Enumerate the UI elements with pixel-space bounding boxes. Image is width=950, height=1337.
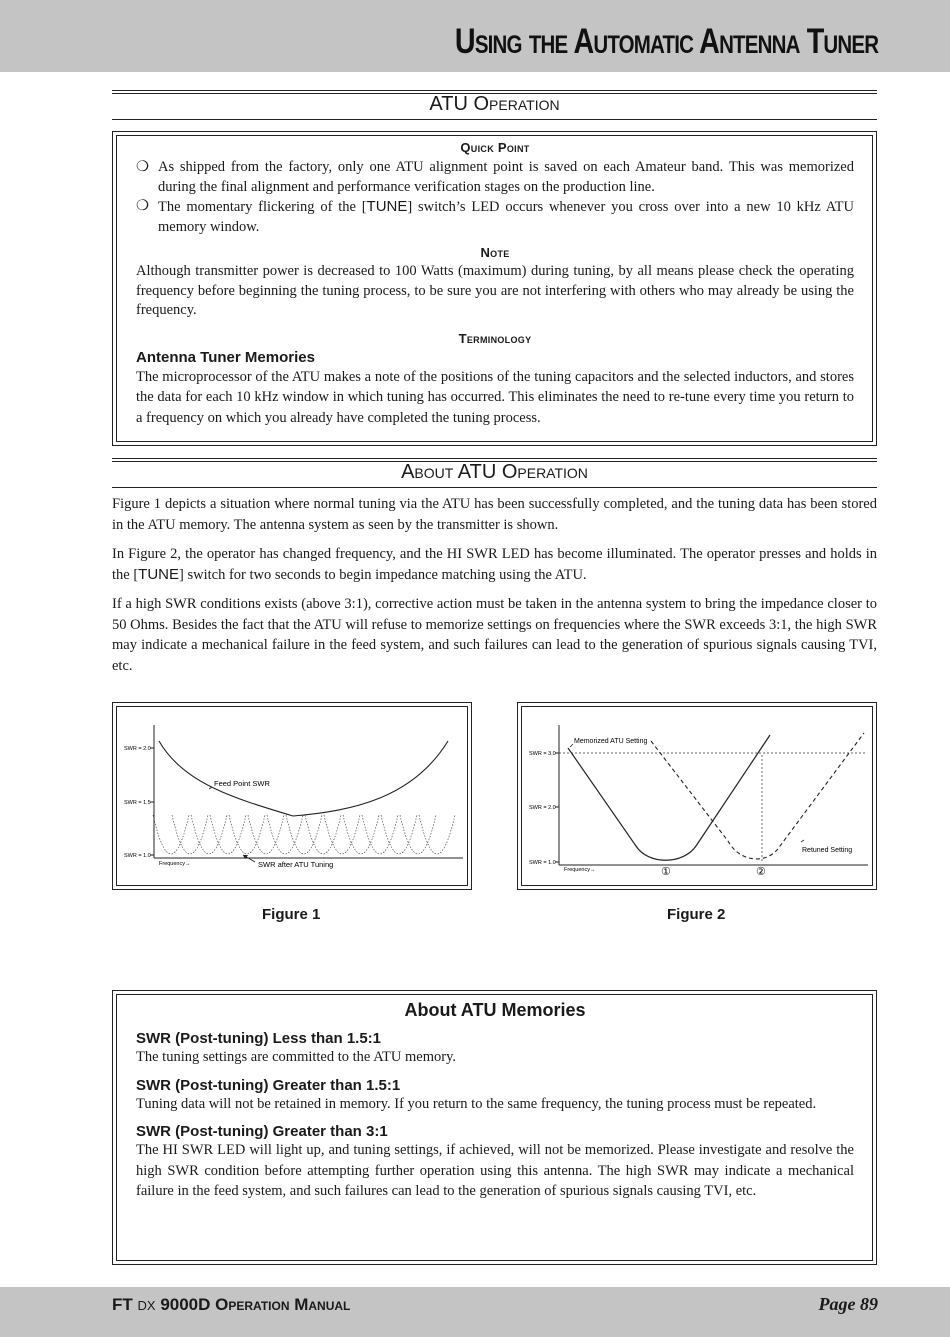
memory-item-heading: SWR (Post-tuning) Less than 1.5:1	[136, 1030, 382, 1047]
swr-after-tuning-curves	[153, 815, 455, 854]
tuning-curve	[343, 815, 379, 854]
y-label-2-0: SWR = 2.0	[529, 805, 556, 811]
terminology-title: Terminology	[458, 330, 532, 346]
quick-point-bullet-2: ❍ The momentary flickering of the [TUNE] switch’s LED occurs whenever you cross over into a new 10 kHz ATU memory window.	[136, 198, 854, 235]
page-title: Using the Automatic Antenna Tuner	[454, 22, 878, 61]
circle-bullet-icon: ❍	[136, 198, 149, 214]
memory-item-heading: SWR (Post-tuning) Greater than 3:1	[136, 1123, 388, 1140]
y-label-2-0: SWR = 2.0	[124, 746, 151, 752]
note-title: Note	[480, 245, 510, 260]
tuning-curve	[172, 815, 208, 854]
about-atu-memories-box	[112, 990, 877, 1265]
tuning-curve	[191, 815, 227, 854]
paragraph: If a high SWR conditions exists (above 3:1), corrective action must be taken in the antenna system to bring the impedance closer to 50 Ohms. Besides the fact that the ATU will refuse to memorize settings on frequencies where the SWR exceeds 3:1, the high SWR may indicate a mechanical failure in the feed system, and such failures can lead to the generation of spurious signals causing TVI, etc.	[112, 596, 877, 674]
section-heading-about-atu-operation	[112, 458, 877, 488]
retuned-setting-curve	[651, 733, 864, 859]
marker-2: ②	[756, 866, 766, 878]
memory-item-heading: SWR (Post-tuning) Greater than 1.5:1	[136, 1076, 401, 1094]
memory-item-text: Tuning data will not be retained in memory. If you return to the same frequency, the tuning process must be repeated.	[136, 1095, 817, 1112]
tuning-curve	[210, 815, 246, 854]
tuning-curve	[229, 815, 265, 854]
note-text: Although transmitter power is decreased to 100 Watts (maximum) during tuning, by all means please check the operating frequency before beginning the tuning process, to be sure you are not interfering with others who may already be using the frequency.	[136, 263, 854, 318]
tuning-curve	[286, 815, 322, 854]
y-label-3-0: SWR = 3.0	[529, 751, 556, 757]
y-label-1-5: SWR = 1.5	[124, 800, 151, 806]
atu-operation-box	[112, 131, 877, 446]
tuning-curve	[267, 815, 303, 854]
header-banner	[0, 0, 950, 72]
section-title: ATU Operation	[429, 93, 560, 115]
figure-2-graph	[518, 703, 878, 891]
tuning-curve	[324, 815, 360, 854]
paragraph: In Figure 2, the operator has changed frequency, and the HI SWR LED has become illuminated. The operator presses and holds in the [TUNE] switch for two seconds to begin impedance matching using the ATU.	[112, 546, 877, 583]
tuning-curve	[248, 815, 284, 854]
figure-2-caption: Figure 2	[667, 906, 726, 923]
retuned-annotation: Retuned Setting	[802, 847, 853, 854]
page-number: Page 89	[818, 1294, 878, 1314]
footer-bar	[0, 1287, 950, 1337]
figure-1	[112, 702, 472, 890]
figure-1-caption: Figure 1	[262, 906, 321, 923]
tuning-curve	[153, 815, 189, 854]
after-tuning-annotation: SWR after ATU Tuning	[258, 860, 334, 869]
tune-key-label: TUNE	[366, 198, 408, 215]
memorized-annotation: Memorized ATU Setting	[574, 738, 648, 745]
x-axis-label: Frequency→	[564, 867, 596, 873]
circle-bullet-icon: ❍	[136, 159, 149, 175]
section-title: About ATU Operation	[401, 461, 588, 483]
y-label-1-0: SWR = 1.0	[529, 860, 556, 866]
marker-1: ①	[661, 866, 671, 878]
memory-item-text: The HI SWR LED will light up, and tuning settings, if achieved, will not be memorized. Please investigate and resolve the high SWR condition before attempting further operation using this antenna. The high SWR may indicate a mechanical failure in the feed system, and such failures can lead to the generation of spurious signals causing TVI, etc.	[136, 1142, 854, 1199]
tuning-curve	[400, 815, 436, 854]
quick-point-title: Quick Point	[460, 140, 530, 155]
memorized-setting-curve	[568, 735, 770, 860]
memory-item-text: The tuning settings are committed to the ATU memory.	[136, 1049, 457, 1065]
y-label-1-0: SWR = 1.0	[124, 853, 151, 859]
quick-point-bullet-1: ❍ As shipped from the factory, only one ATU alignment point is saved on each Amateur band. This was memorized during the final alignment and performance verification stages on the production line.	[136, 159, 854, 195]
about-atu-operation-text	[112, 494, 877, 676]
memories-title: About ATU Memories	[404, 1000, 586, 1020]
tuning-curve	[305, 815, 341, 854]
feed-point-annotation: Feed Point SWR	[214, 779, 270, 788]
tuning-curve	[362, 815, 398, 854]
tuning-curve	[419, 815, 455, 854]
paragraph: Figure 1 depicts a situation where normal tuning via the ATU has been successfully completed, and the tuning data has been stored in the ATU memory. The antenna system as seen by the transmitter is shown.	[112, 496, 877, 533]
feed-point-swr-curve	[159, 741, 448, 816]
tuning-curve	[381, 815, 417, 854]
terminology-subheading: Antenna Tuner Memories	[136, 348, 315, 366]
x-axis-label: Frequency→	[159, 861, 191, 867]
tune-key-label: TUNE	[138, 565, 180, 583]
manual-title: FT DX 9000D Operation Manual	[112, 1295, 351, 1314]
figure-2	[517, 702, 877, 890]
figure-1-graph	[113, 703, 473, 891]
terminology-text: The microprocessor of the ATU makes a note of the positions of the tuning capacitors and the selected inductors, and stores the data for each 10 kHz window in which tuning has occurred. This eliminates the need to re-tune every time you return to a frequency on which you already have completed the tuning process.	[136, 368, 854, 426]
section-heading-atu-operation	[112, 90, 877, 120]
